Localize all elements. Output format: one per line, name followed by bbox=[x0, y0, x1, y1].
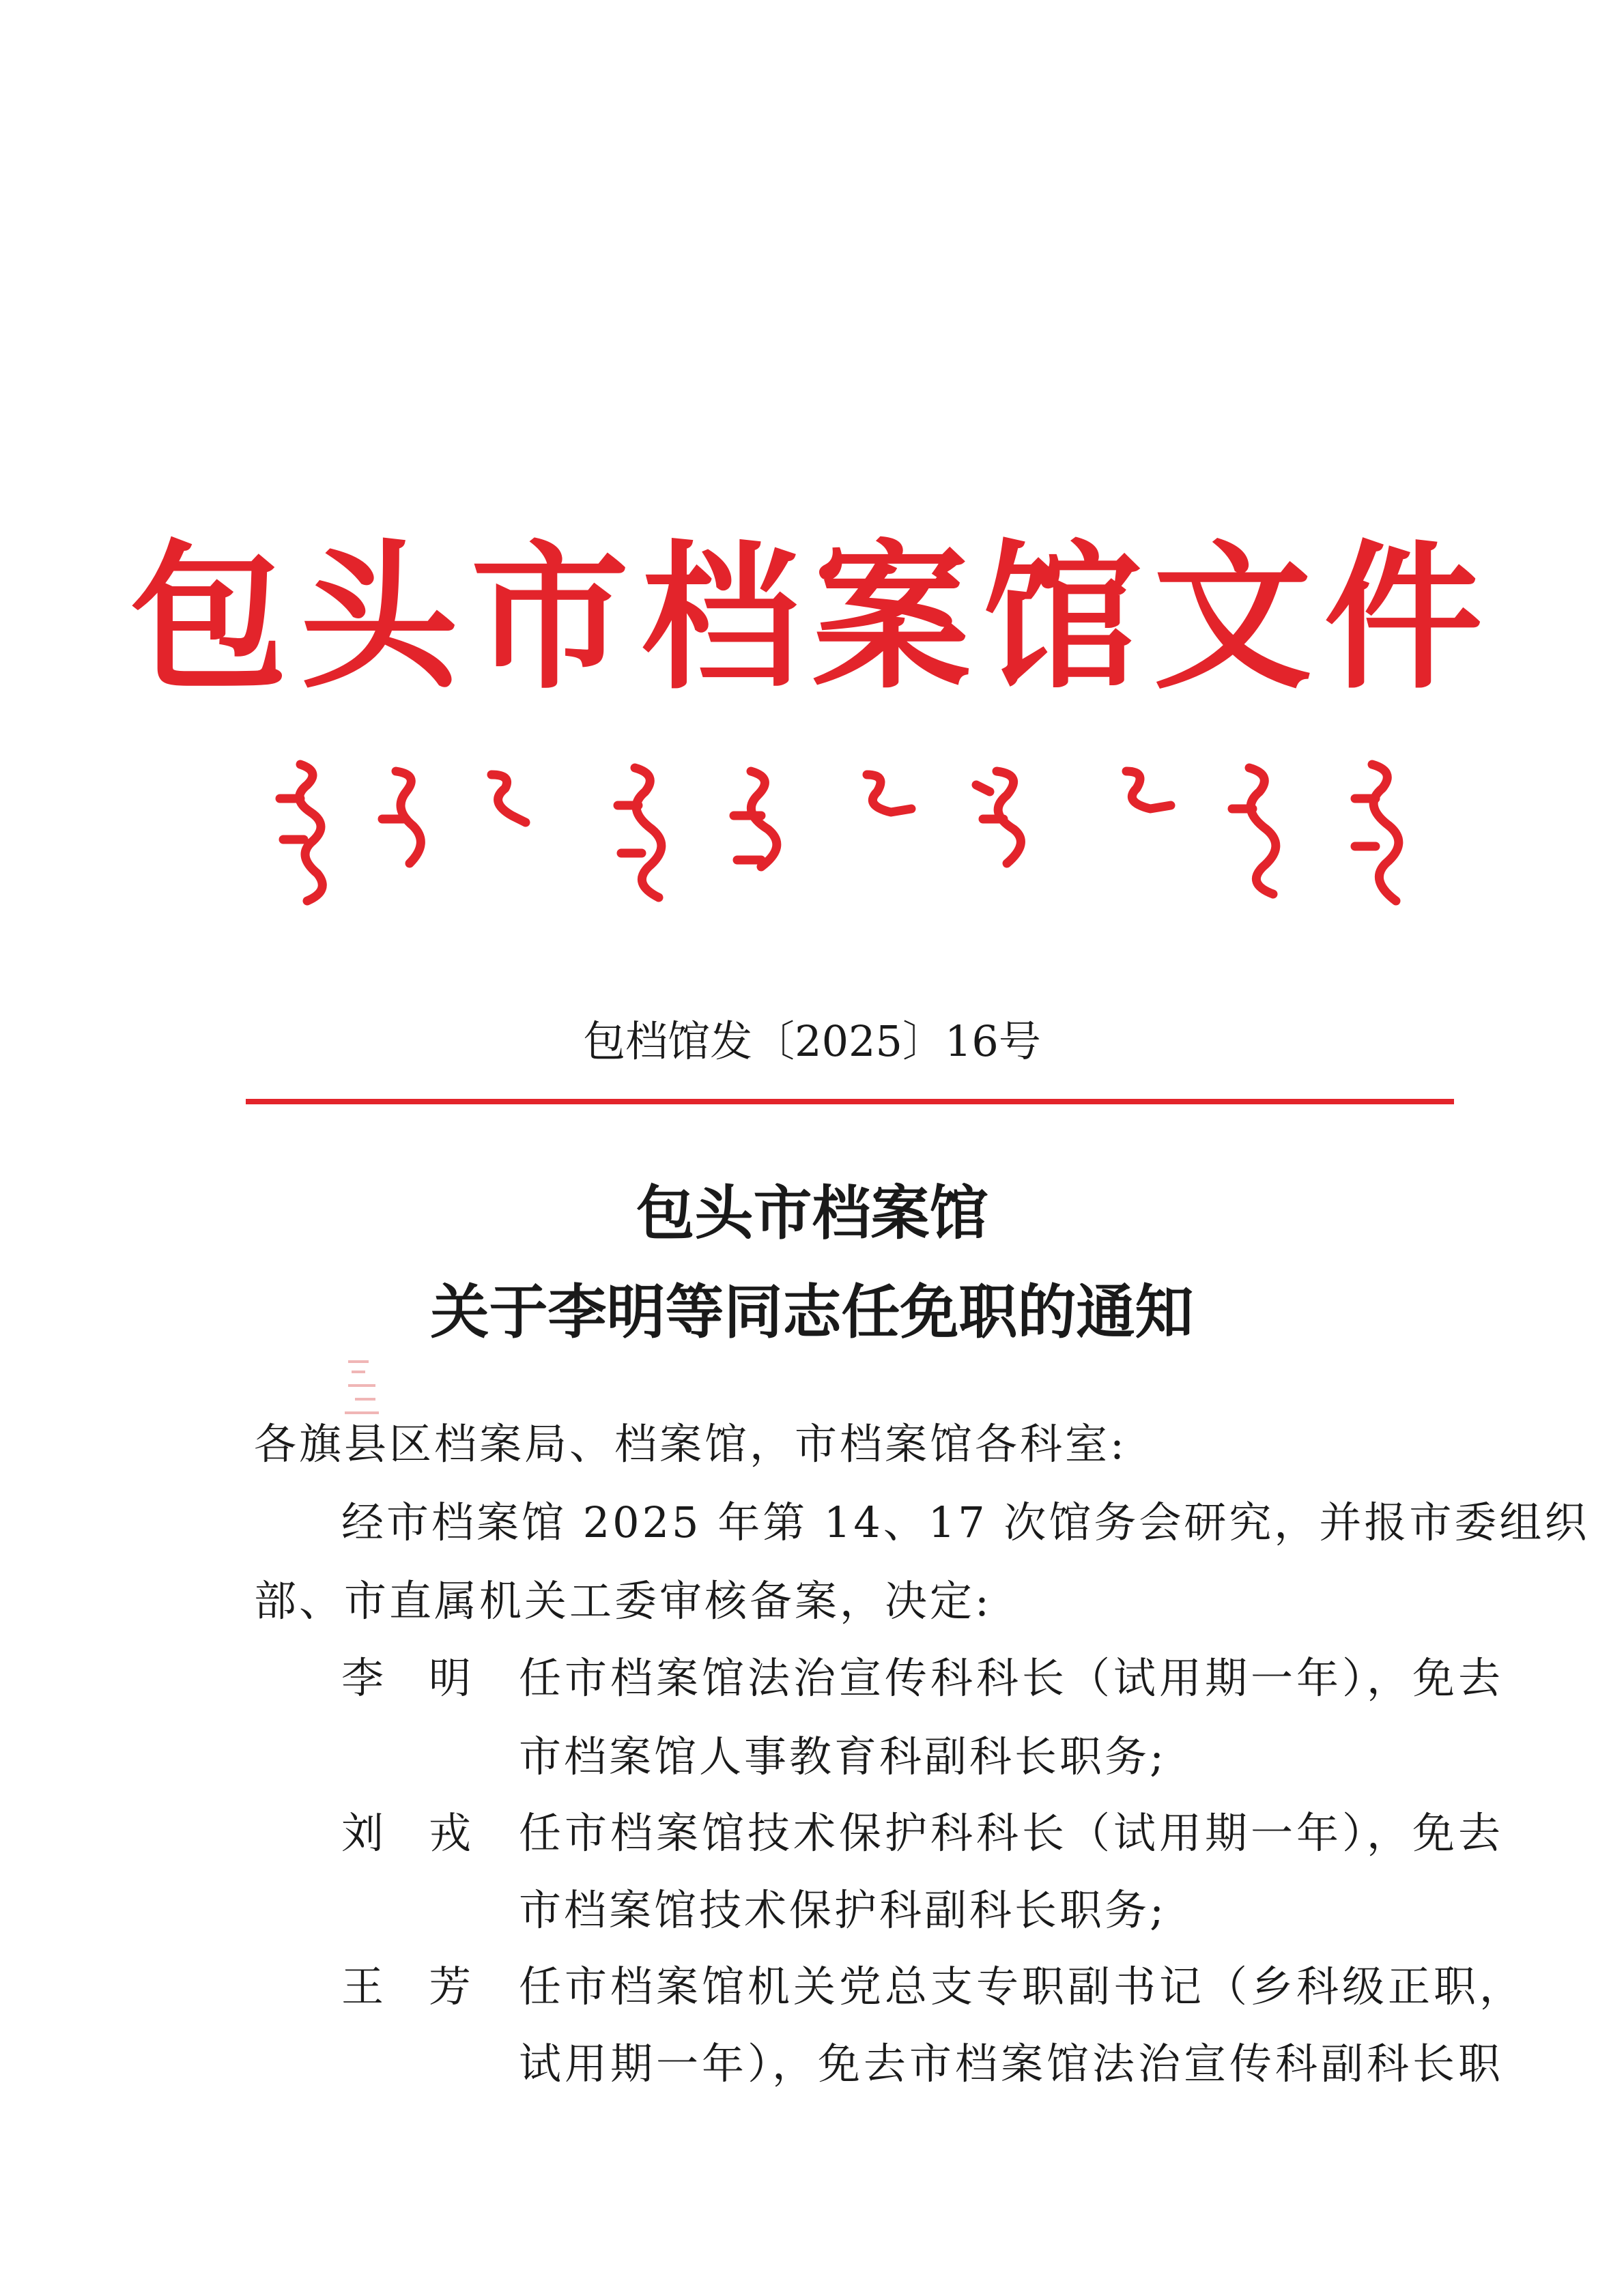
appointee-name bbox=[341, 1962, 471, 2011]
name-char: 刘 bbox=[341, 1808, 384, 1858]
red-divider-line bbox=[246, 1099, 1454, 1104]
appointment-text-line: 试用期一年），免去市档案馆法治宣传科副科长职 bbox=[519, 2039, 1505, 2089]
paragraph-line: 部、市直属机关工委审核备案，决定: bbox=[254, 1576, 992, 1626]
name-char: 王 bbox=[341, 1962, 384, 2011]
appointment-text-line: 市档案馆人事教育科副科长职务; bbox=[519, 1732, 1167, 1781]
appointment-text-line: 任市档案馆技术保护科科长（试用期一年），免去 bbox=[519, 1808, 1505, 1858]
name-char: 戎 bbox=[428, 1808, 471, 1858]
name-char: 李 bbox=[341, 1653, 384, 1703]
notice-title-line-1: 包头市档案馆 bbox=[636, 1179, 988, 1248]
paragraph-line: 经市档案馆 2025 年第 14、17 次馆务会研究，并报市委组织 bbox=[341, 1497, 1590, 1547]
name-char: 明 bbox=[428, 1653, 471, 1703]
document-number: 包档馆发〔2025〕16号 bbox=[583, 1016, 1041, 1066]
notice-title-line-2: 关于李明等同志任免职的通知 bbox=[430, 1278, 1194, 1347]
appointment-text-line: 任市档案馆法治宣传科科长（试用期一年），免去 bbox=[519, 1653, 1505, 1703]
appointment-text-line: 市档案馆技术保护科副科长职务; bbox=[519, 1885, 1167, 1935]
mongolian-script-masthead bbox=[253, 758, 1427, 915]
appointee-name bbox=[341, 1653, 471, 1703]
appointment-text-line: 任市档案馆机关党总支专职副书记（乡科级正职， bbox=[519, 1962, 1526, 2011]
document-masthead-title: 包头市档案馆文件 bbox=[129, 526, 1495, 711]
faint-stamp-mark bbox=[334, 1348, 410, 1430]
appointee-name bbox=[341, 1808, 471, 1858]
name-char: 芳 bbox=[428, 1962, 471, 2011]
salutation: 各旗县区档案局、档案馆，市档案馆各科室: bbox=[254, 1419, 1127, 1469]
